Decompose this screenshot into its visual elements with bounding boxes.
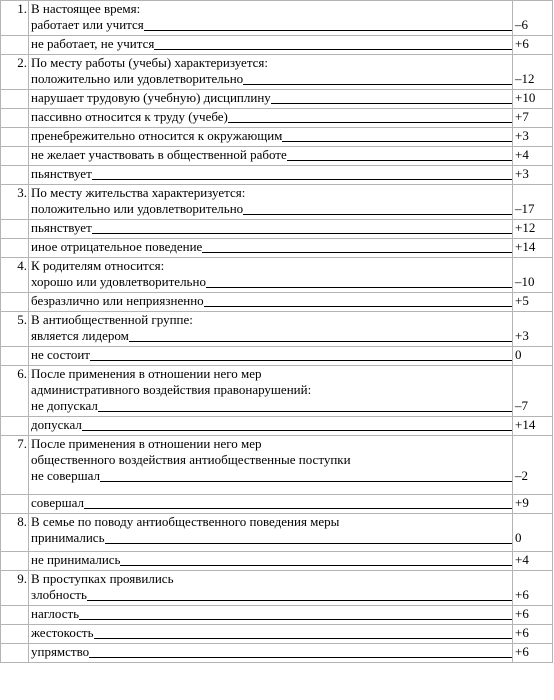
answer-text-cell [29,36,513,55]
answer-label: не допускал [31,398,98,413]
question-number: 4. [1,258,29,293]
answer-row [1,417,553,436]
fill-line [228,122,512,123]
answer-line [31,166,512,182]
score-value: +3 [515,128,529,143]
score-value: –6 [515,17,528,32]
question-header: административного воздействия правонарушений: [31,382,312,397]
answer-text-cell [29,109,513,128]
score-value: –12 [515,71,535,86]
score-value: +6 [515,606,529,621]
score-cell [513,239,553,258]
question-number-empty [1,495,29,514]
question-number-empty [1,347,29,366]
question-number-empty [1,147,29,166]
answer-row [1,606,553,625]
answer-label: жестокость [31,625,94,640]
answer-row [1,644,553,663]
fill-line [243,84,512,85]
answer-row [1,90,553,109]
score-value: +10 [515,90,536,105]
score-value: +14 [515,417,536,432]
answer-label: совершал [31,495,84,510]
answer-text-cell [29,347,513,366]
question-first-row [1,185,553,220]
score-cell [513,347,553,366]
score-value: +6 [515,587,529,602]
answer-line [31,606,512,622]
question-number-empty [1,552,29,571]
fill-line [94,638,512,639]
question-number-empty [1,606,29,625]
answer-text-cell [29,495,513,514]
score-value: –17 [515,201,535,216]
answer-row [1,495,553,514]
score-cell [513,436,553,495]
answer-line [31,417,512,433]
question-number-empty [1,644,29,663]
answer-line [31,147,512,163]
score-value: +14 [515,239,536,254]
question-header: общественного воздействия антиобщественные поступки [31,452,351,467]
fill-line [206,287,512,288]
fill-line [82,430,512,431]
answer-label: положительно или удовлетворительно [31,71,244,86]
answer-label: принимались [31,530,105,545]
answer-row [1,109,553,128]
score-value: +6 [515,644,529,659]
answer-line [31,109,512,125]
answer-text-cell [29,220,513,239]
question-header: После применения в отношении него мер [31,366,262,381]
answer-row [1,166,553,185]
answer-line [31,293,512,309]
answer-label: не желает участвовать в общественной работе [31,147,287,162]
answer-label: является лидером [31,328,129,343]
score-cell [513,109,553,128]
score-value: +6 [515,36,529,51]
score-cell [513,312,553,347]
question-number-empty [1,90,29,109]
score-cell [513,606,553,625]
score-value: +7 [515,109,529,124]
score-value: +4 [515,147,529,162]
answer-line [31,644,512,660]
score-cell [513,514,553,552]
question-number: 5. [1,312,29,347]
score-cell [513,571,553,606]
answer-text-cell [29,552,513,571]
question-header: В семье по поводу антиобщественного поведения меры [31,514,340,529]
score-value: +6 [515,625,529,640]
question-number-empty [1,36,29,55]
question-number: 1. [1,1,29,36]
answer-label: злобность [31,587,87,602]
question-first-row [1,436,553,495]
question-first-row [1,312,553,347]
answer-row [1,552,553,571]
fill-line [92,179,512,180]
answer-text-cell [29,417,513,436]
answer-label: не работает, не учится [31,36,155,51]
question-header: По месту работы (учебы) характеризуется: [31,55,269,70]
score-value: +3 [515,166,529,181]
fill-line [92,233,512,234]
fill-line [105,543,513,544]
answer-line [31,71,512,87]
answer-label: безразлично или неприязненно [31,293,204,308]
answer-row [1,220,553,239]
score-value: +9 [515,495,529,510]
question-number: 8. [1,514,29,552]
score-value: 0 [515,530,522,545]
question-header: К родителям относится: [31,258,165,273]
answer-label: пьянствует [31,220,92,235]
score-cell [513,147,553,166]
answer-text-cell [29,644,513,663]
question-number-empty [1,220,29,239]
answer-row [1,239,553,258]
score-cell [513,417,553,436]
answer-line [31,552,512,568]
answer-line [31,347,512,363]
question-header: После применения в отношении него мер [31,436,262,451]
fill-line [98,411,512,412]
answer-line [31,587,512,603]
answer-row [1,293,553,312]
question-header: В проступках проявились [31,571,174,586]
score-value: +3 [515,328,529,343]
score-cell [513,552,553,571]
fill-line [243,214,512,215]
score-cell [513,293,553,312]
answer-line [31,36,512,52]
answer-text-cell [29,514,513,552]
answer-label: не состоит [31,347,90,362]
answer-label: допускал [31,417,82,432]
answer-label: положительно или удовлетворительно [31,201,244,216]
score-cell [513,258,553,293]
fill-line [84,508,512,509]
question-first-row [1,55,553,90]
answer-label: не совершал [31,468,100,483]
score-value: +4 [515,552,529,567]
question-first-row [1,1,553,36]
answer-label: не принимались [31,552,121,567]
score-cell [513,55,553,90]
score-value: 0 [515,347,522,362]
score-cell [513,128,553,147]
answer-line [31,328,512,344]
answer-text-cell [29,293,513,312]
answer-text-cell [29,1,513,36]
answer-text-cell [29,166,513,185]
answer-label: пренебрежительно относится к окружающим [31,128,283,143]
answer-label: упрямство [31,644,90,659]
score-value: –2 [515,468,528,483]
fill-line [100,481,512,482]
question-number-empty [1,417,29,436]
answer-line [31,128,512,144]
answer-text-cell [29,436,513,495]
answer-row [1,347,553,366]
questionnaire-body [1,1,553,663]
score-cell [513,36,553,55]
answer-row [1,128,553,147]
question-header: В антиобщественной группе: [31,312,193,327]
score-cell [513,625,553,644]
fill-line [79,619,512,620]
answer-row [1,625,553,644]
score-value: +12 [515,220,536,235]
score-cell [513,1,553,36]
score-cell [513,220,553,239]
question-number: 7. [1,436,29,495]
score-value: –7 [515,398,528,413]
question-header: По месту жительства характеризуется: [31,185,246,200]
fill-line [87,600,512,601]
answer-label: работает или учится [31,17,144,32]
answer-text-cell [29,571,513,606]
fill-line [154,49,512,50]
fill-line [282,141,512,142]
answer-line [31,90,512,106]
answer-label: хорошо или удовлетворительно [31,274,206,289]
question-first-row [1,258,553,293]
fill-line [89,657,512,658]
question-number-empty [1,128,29,147]
score-cell [513,495,553,514]
answer-line [31,274,512,290]
answer-text-cell [29,147,513,166]
fill-line [204,306,512,307]
question-number: 9. [1,571,29,606]
answer-label: иное отрицательное поведение [31,239,203,254]
question-header: В настоящее время: [31,1,141,16]
answer-text-cell [29,258,513,293]
fill-line [202,252,512,253]
question-number-empty [1,239,29,258]
answer-row [1,147,553,166]
answer-line [31,17,512,33]
answer-line [31,468,512,484]
question-number-empty [1,293,29,312]
question-first-row [1,571,553,606]
question-number-empty [1,166,29,185]
answer-label: пьянствует [31,166,92,181]
fill-line [271,103,512,104]
question-number: 3. [1,185,29,220]
answer-text-cell [29,312,513,347]
fill-line [90,360,512,361]
answer-label: нарушает трудовую (учебную) дисциплину [31,90,271,105]
answer-line [31,398,512,414]
answer-line [31,239,512,255]
fill-line [144,30,512,31]
answer-line [31,220,512,236]
answer-text-cell [29,128,513,147]
answer-row [1,36,553,55]
score-cell [513,166,553,185]
question-first-row [1,366,553,417]
question-first-row [1,514,553,552]
fill-line [120,565,512,566]
question-number-empty [1,625,29,644]
answer-text-cell [29,606,513,625]
answer-text-cell [29,185,513,220]
fill-line [129,341,512,342]
answer-text-cell [29,625,513,644]
score-value: +5 [515,293,529,308]
answer-line [31,530,512,546]
score-value: –10 [515,274,535,289]
score-cell [513,185,553,220]
answer-line [31,201,512,217]
score-cell [513,644,553,663]
answer-text-cell [29,366,513,417]
score-cell [513,90,553,109]
question-number-empty [1,109,29,128]
answer-text-cell [29,55,513,90]
answer-line [31,625,512,641]
fill-line [287,160,512,161]
question-number: 2. [1,55,29,90]
answer-label: пассивно относится к труду (учебе) [31,109,228,124]
question-number: 6. [1,366,29,417]
answer-text-cell [29,90,513,109]
score-cell [513,366,553,417]
answer-text-cell [29,239,513,258]
answer-line [31,495,512,511]
answer-label: наглость [31,606,80,621]
